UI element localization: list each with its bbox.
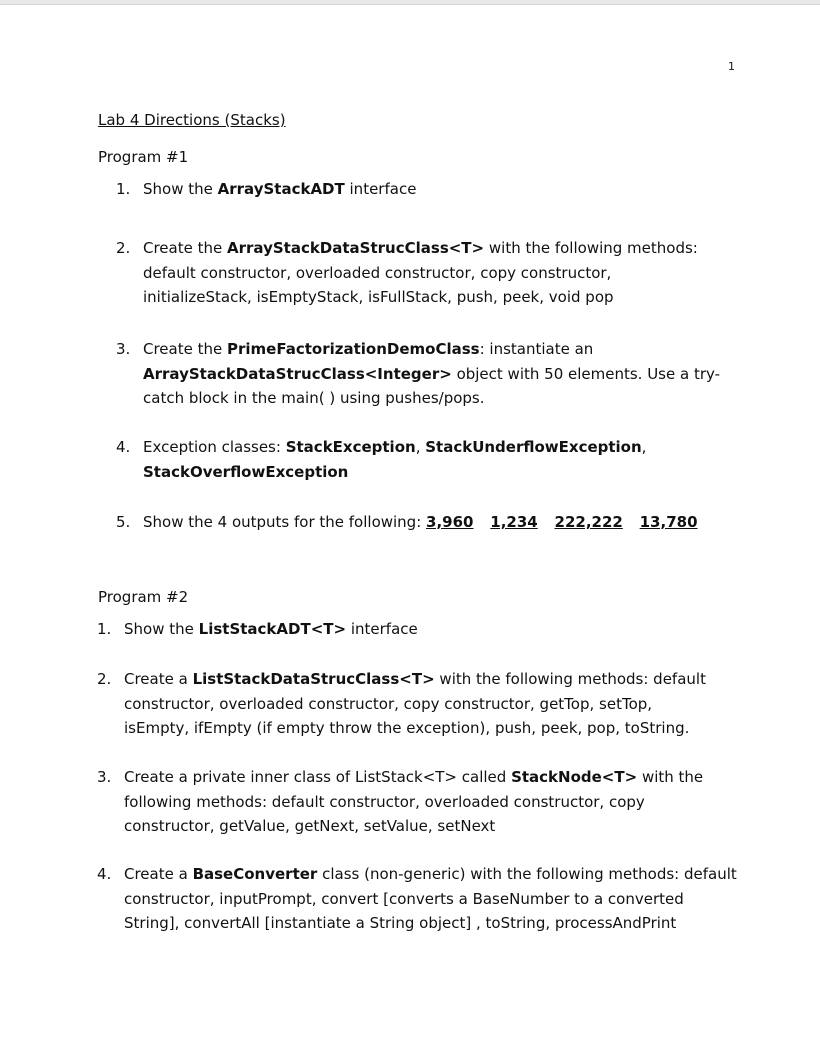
item-number: 1. <box>97 620 112 638</box>
output-value: 222,222 <box>554 513 623 531</box>
program1-item-4 <box>116 435 743 484</box>
item-number: 4. <box>97 865 112 883</box>
item-line: String], convertAll [instantiate a String object] , toString, processAndPrint <box>124 914 677 932</box>
item-line: ArrayStackDataStrucClass<Integer> object with 50 elements. Use a try- <box>143 364 721 383</box>
item-text: Show the ListStackADT<T> interface <box>124 620 418 638</box>
item-line: Create the ArrayStackDataStrucClass<T> with the following methods: <box>143 239 698 257</box>
item-number: 5. <box>116 513 131 531</box>
output-value: 13,780 <box>639 513 698 531</box>
bold-term: StackNode<T> <box>511 768 638 786</box>
bold-term: ArrayStackADT <box>217 180 345 198</box>
program1-heading: Program #1 <box>98 148 189 166</box>
bold-term: BaseConverter <box>192 865 318 883</box>
document-page <box>0 5 820 1055</box>
item-line: initializeStack, isEmptyStack, isFullStack, push, peek, void pop <box>143 288 614 306</box>
item-number: 3. <box>97 768 112 786</box>
item-number: 1. <box>116 180 131 198</box>
program2-item-3 <box>97 765 764 839</box>
bold-term: ArrayStackDataStrucClass<T> <box>227 239 485 257</box>
bold-term: StackOverflowException <box>143 462 349 481</box>
program1-item-3 <box>116 337 743 411</box>
document-title: Lab 4 Directions (Stacks) <box>98 111 286 129</box>
item-line: Create a ListStackDataStrucClass<T> with the following methods: default <box>124 670 706 688</box>
item-number: 4. <box>116 438 131 456</box>
item-number: 2. <box>97 670 112 688</box>
item-line: constructor, inputPrompt, convert [converts a BaseNumber to a converted <box>124 889 684 908</box>
program2-heading: Program #2 <box>98 588 189 606</box>
bold-term: ListStackADT<T> <box>198 620 347 638</box>
item-number: 3. <box>116 340 131 358</box>
program1-item-2 <box>116 236 743 310</box>
program1-item-5 <box>116 510 783 535</box>
page-number: 1 <box>728 60 735 73</box>
output-value: 1,234 <box>490 513 538 531</box>
program2-item-4 <box>97 862 774 936</box>
outputs-prefix: Show the 4 outputs for the following: <box>143 513 422 531</box>
program2-item-1 <box>97 617 724 642</box>
item-line: isEmpty, ifEmpty (if empty throw the exception), push, peek, pop, toString. <box>124 719 690 737</box>
output-value: 3,960 <box>426 513 474 531</box>
item-line: Create a private inner class of ListStack<T> called StackNode<T> with the <box>124 768 704 786</box>
bold-term: StackUnderflowException <box>425 438 642 456</box>
item-line <box>143 510 783 535</box>
program1-item-1 <box>116 177 743 202</box>
item-line: Create a BaseConverter class (non-generic) with the following methods: default <box>124 865 737 883</box>
program2-item-2 <box>97 667 764 741</box>
item-line: catch block in the main( ) using pushes/pops. <box>143 389 485 407</box>
bold-term: ListStackDataStrucClass<T> <box>192 670 435 688</box>
item-line: constructor, getValue, getNext, setValue, setNext <box>124 817 496 835</box>
item-text: Show the ArrayStackADT interface <box>143 180 417 198</box>
item-number: 2. <box>116 239 131 257</box>
bold-term: PrimeFactorizationDemoClass <box>227 340 480 358</box>
bold-term: StackException <box>285 438 416 456</box>
item-line: Exception classes: StackException, StackUnderflowException, <box>143 438 647 456</box>
item-line: default constructor, overloaded constructor, copy constructor, <box>143 263 612 282</box>
bold-term: ArrayStackDataStrucClass<Integer> <box>143 364 452 383</box>
item-line: constructor, overloaded constructor, copy constructor, getTop, setTop, <box>124 694 653 713</box>
item-line: Create the PrimeFactorizationDemoClass: instantiate an <box>143 340 594 358</box>
item-line <box>143 460 743 485</box>
item-line: following methods: default constructor, overloaded constructor, copy <box>124 792 645 811</box>
